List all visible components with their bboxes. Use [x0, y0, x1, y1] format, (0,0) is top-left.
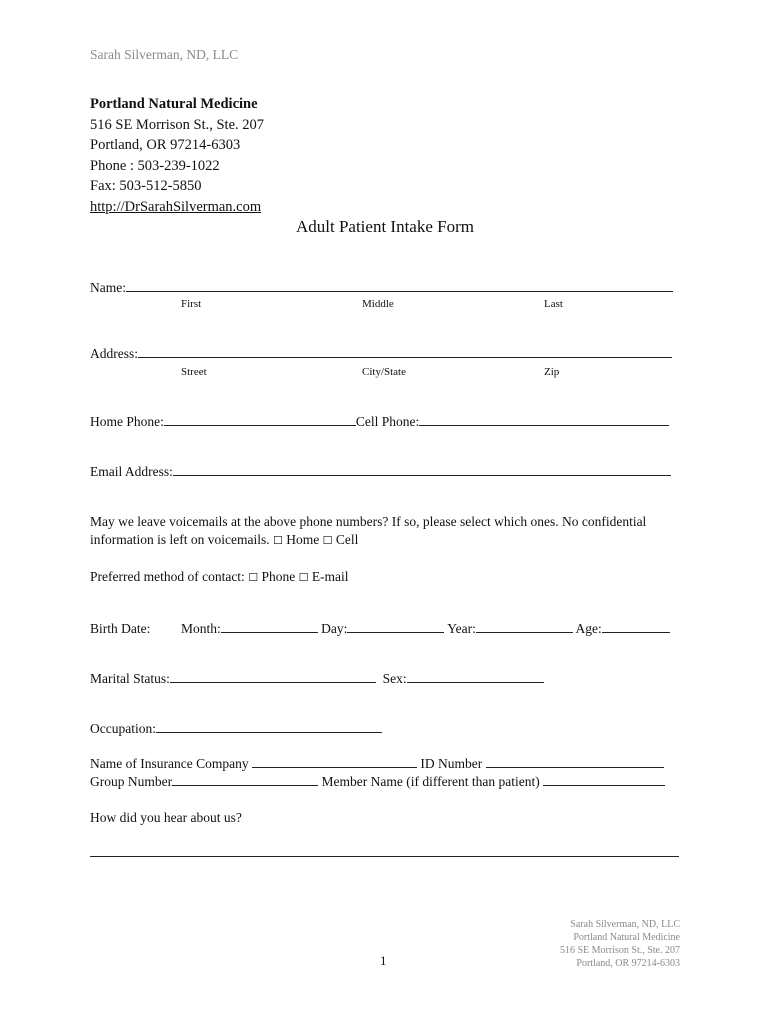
email-label: Email Address:: [90, 464, 173, 479]
footer-address: [560, 918, 680, 970]
address-sub-zip: Zip: [544, 366, 560, 378]
insurance-company-label: Name of Insurance Company: [90, 756, 249, 771]
birth-date-row: [181, 621, 670, 637]
name-sub-last: Last: [544, 298, 563, 310]
contact-option-phone: Phone: [261, 569, 296, 584]
referral-input[interactable]: [90, 845, 679, 857]
marital-sex-row: [90, 671, 544, 687]
year-input[interactable]: [476, 621, 573, 633]
contact-row: [90, 569, 349, 585]
sex-input[interactable]: [407, 671, 544, 683]
address-label: Address:: [90, 346, 138, 361]
address-sub-street: Street: [181, 366, 207, 378]
month-input[interactable]: [221, 621, 318, 633]
checkbox-icon[interactable]: ☐: [248, 571, 259, 584]
checkbox-icon[interactable]: ☐: [322, 534, 333, 547]
marital-status-input[interactable]: [170, 671, 376, 683]
address-sub-city: City/State: [362, 366, 406, 378]
year-label: Year:: [447, 621, 476, 636]
address-input[interactable]: [138, 346, 672, 358]
clinic-info: [90, 94, 264, 217]
cell-phone-label: Cell Phone:: [355, 414, 420, 429]
header-practice-name: Sarah Silverman, ND, LLC: [90, 47, 239, 62]
sex-label: Sex:: [382, 671, 407, 686]
month-label: Month:: [181, 621, 221, 636]
name-sub-first: First: [181, 298, 202, 310]
age-input[interactable]: [602, 621, 670, 633]
age-label: Age:: [575, 621, 602, 636]
name-sub-middle: Middle: [362, 298, 394, 310]
name-row: [90, 280, 673, 296]
home-phone-label: Home Phone:: [90, 414, 164, 429]
insurance-company-input[interactable]: [252, 756, 417, 768]
marital-status-label: Marital Status:: [90, 671, 170, 686]
referral-label: How did you hear about us?: [90, 810, 242, 825]
name-label: Name:: [90, 280, 126, 295]
clinic-city: Portland, OR 97214-6303: [90, 137, 241, 153]
phone-row: [90, 414, 669, 430]
voicemail-question: [90, 513, 690, 550]
name-input[interactable]: [126, 280, 673, 292]
email-row: [90, 464, 671, 480]
footer-line-2: Portland Natural Medicine: [573, 932, 680, 943]
day-label: Day:: [321, 621, 348, 636]
id-number-input[interactable]: [486, 756, 664, 768]
checkbox-icon[interactable]: ☐: [298, 571, 309, 584]
address-row: [90, 346, 672, 362]
id-number-label: ID Number: [420, 756, 483, 771]
birth-date-label: Birth Date:: [90, 621, 151, 636]
insurance-row: [90, 756, 664, 772]
checkbox-icon[interactable]: ☐: [272, 534, 283, 547]
clinic-url[interactable]: http://DrSarahSilverman.com: [90, 198, 262, 215]
page-number: 1: [380, 953, 387, 968]
clinic-name: Portland Natural Medicine: [90, 96, 258, 112]
home-phone-input[interactable]: [164, 414, 356, 426]
voicemail-option-home: Home: [286, 532, 320, 547]
cell-phone-input[interactable]: [419, 414, 669, 426]
day-input[interactable]: [347, 621, 444, 633]
contact-label: Preferred method of contact:: [90, 569, 245, 584]
footer-line-1: Sarah Silverman, ND, LLC: [570, 919, 680, 930]
member-name-input[interactable]: [543, 774, 665, 786]
occupation-input[interactable]: [156, 721, 382, 733]
group-row: [90, 774, 665, 790]
form-title: Adult Patient Intake Form: [295, 217, 474, 236]
member-name-label: Member Name (if different than patient): [321, 774, 540, 789]
voicemail-option-cell: Cell: [335, 532, 359, 547]
clinic-fax: Fax: 503-512-5850: [90, 178, 202, 194]
occupation-row: [90, 721, 382, 737]
occupation-label: Occupation:: [90, 721, 156, 736]
footer-line-3: 516 SE Morrison St., Ste. 207: [559, 945, 680, 956]
voicemail-text: May we leave voicemails at the above phone numbers? If so, please select which ones. No confidential information is left on voicemails.: [90, 514, 647, 547]
group-number-label: Group Number: [90, 774, 173, 789]
footer-line-4: Portland, OR 97214-6303: [576, 958, 680, 969]
clinic-phone: Phone : 503-239-1022: [90, 157, 220, 174]
email-input[interactable]: [173, 464, 671, 476]
clinic-street: 516 SE Morrison St., Ste. 207: [90, 116, 265, 133]
contact-option-email: E-mail: [311, 569, 349, 584]
group-number-input[interactable]: [172, 774, 318, 786]
